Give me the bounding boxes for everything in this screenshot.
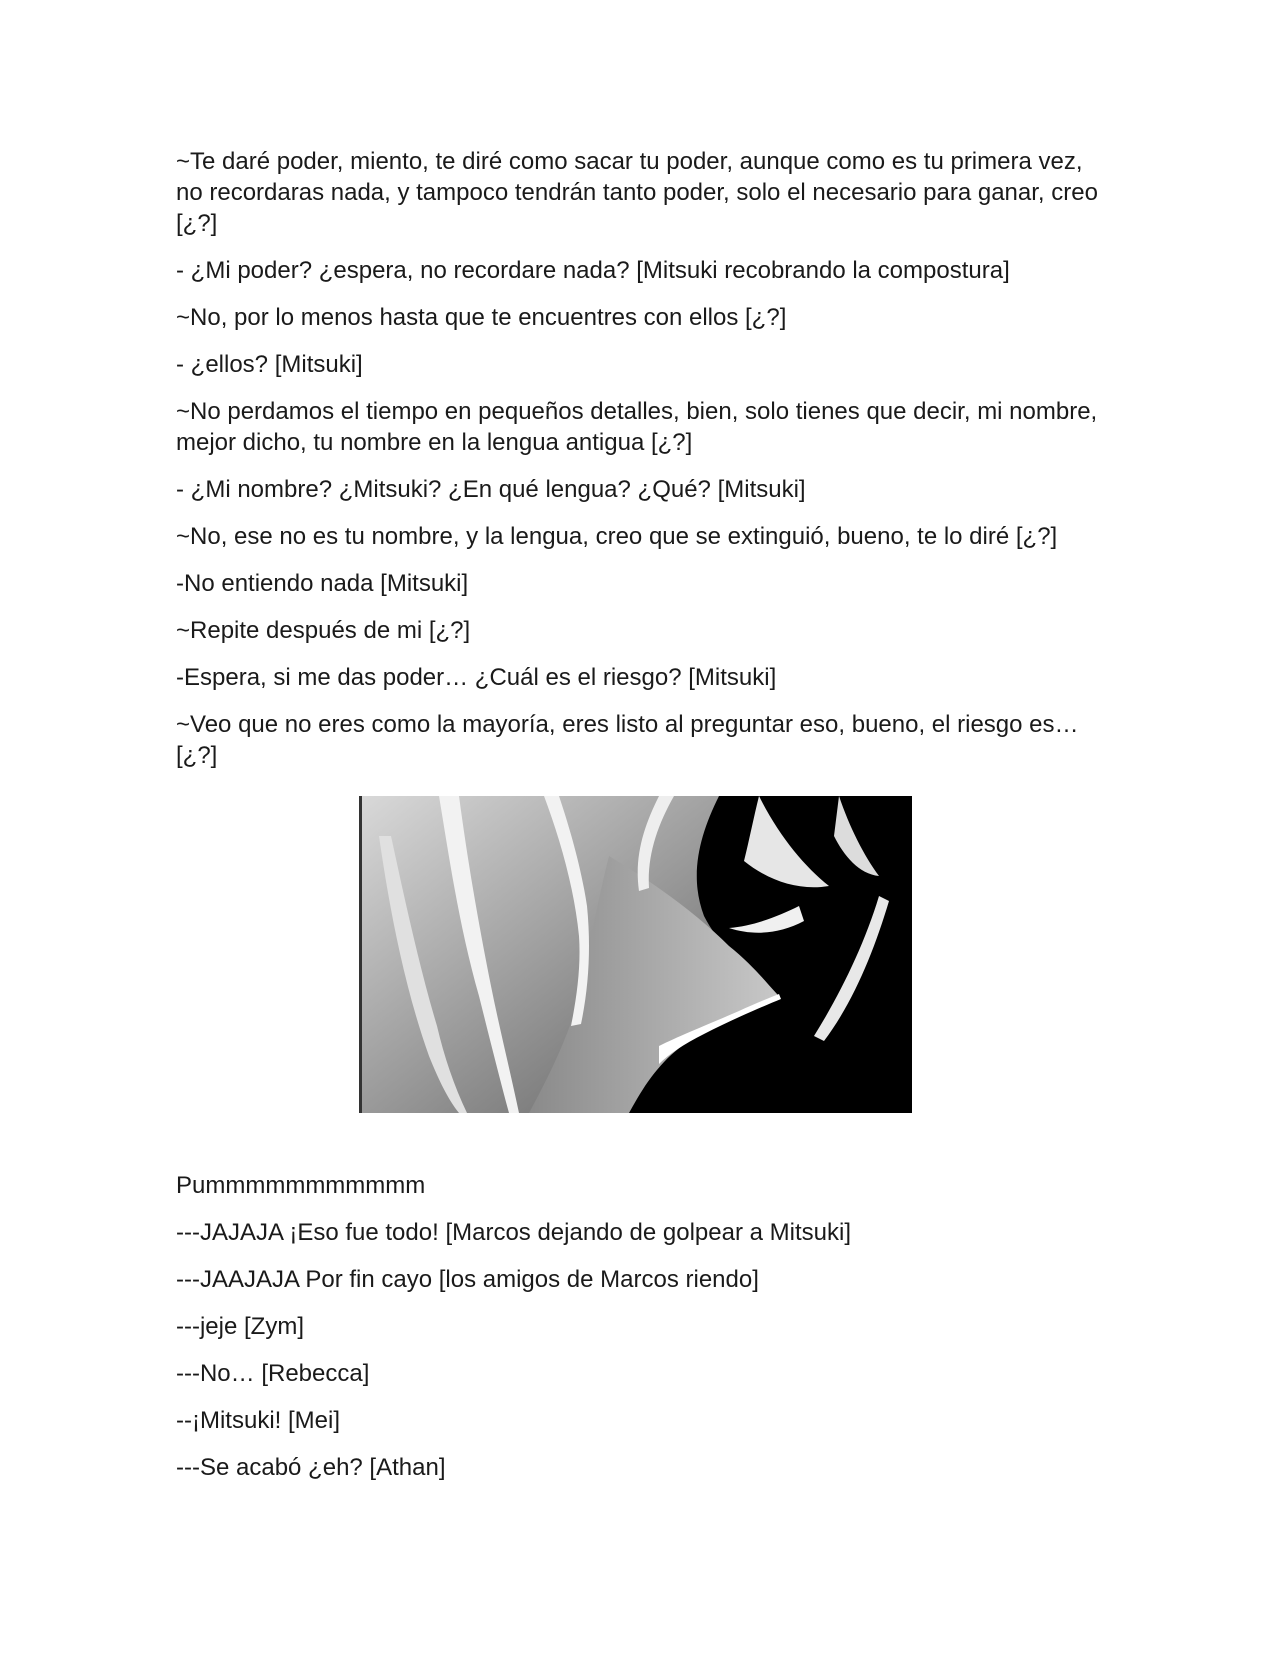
paragraph: ---jeje [Zym] xyxy=(176,1313,304,1340)
paragraph: ---JAJAJA ¡Eso fue todo! [Marcos dejando de golpear a Mitsuki] xyxy=(176,1219,851,1246)
paragraph: ~No, ese no es tu nombre, y la lengua, creo que se extinguió, bueno, te lo diré [¿?] xyxy=(176,523,1058,550)
paragraph: ---JAAJAJA Por fin cayo [los amigos de Marcos riendo] xyxy=(176,1266,759,1293)
paragraph: ~Repite después de mi [¿?] xyxy=(176,617,471,644)
dialogue-block-bottom xyxy=(176,1170,1106,1499)
paragraph: ~Veo que no eres como la mayoría, eres listo al preguntar eso, bueno, el riesgo es… [¿?] xyxy=(176,711,1079,769)
dialogue-block-top xyxy=(176,146,1106,787)
paragraph: - ¿Mi poder? ¿espera, no recordare nada? [Mitsuki recobrando la compostura] xyxy=(176,257,1010,284)
paragraph: - ¿ellos? [Mitsuki] xyxy=(176,351,363,378)
paragraph: -Espera, si me das poder… ¿Cuál es el riesgo? [Mitsuki] xyxy=(176,664,777,691)
paragraph: - ¿Mi nombre? ¿Mitsuki? ¿En qué lengua? ¿Qué? [Mitsuki] xyxy=(176,476,806,503)
paragraph: ~Te daré poder, miento, te diré como sacar tu poder, aunque como es tu primera vez, no recordaras nada, y tampoco tendrán tanto poder, solo el necesario para ganar, creo [¿?] xyxy=(176,148,1098,237)
paragraph: ---No… [Rebecca] xyxy=(176,1360,370,1387)
paragraph: ~No, por lo menos hasta que te encuentres con ellos [¿?] xyxy=(176,304,787,331)
anime-illustration xyxy=(359,796,912,1113)
anime-illustration-drawing xyxy=(359,796,912,1113)
paragraph: Pummmmmmmmmmm xyxy=(176,1172,426,1199)
paragraph: ---Se acabó ¿eh? [Athan] xyxy=(176,1454,446,1481)
paragraph: --¡Mitsuki! [Mei] xyxy=(176,1407,340,1434)
paragraph: ~No perdamos el tiempo en pequeños detalles, bien, solo tienes que decir, mi nombre, mejor dicho, tu nombre en la lengua antigua [¿?] xyxy=(176,398,1098,456)
paragraph: -No entiendo nada [Mitsuki] xyxy=(176,570,469,597)
